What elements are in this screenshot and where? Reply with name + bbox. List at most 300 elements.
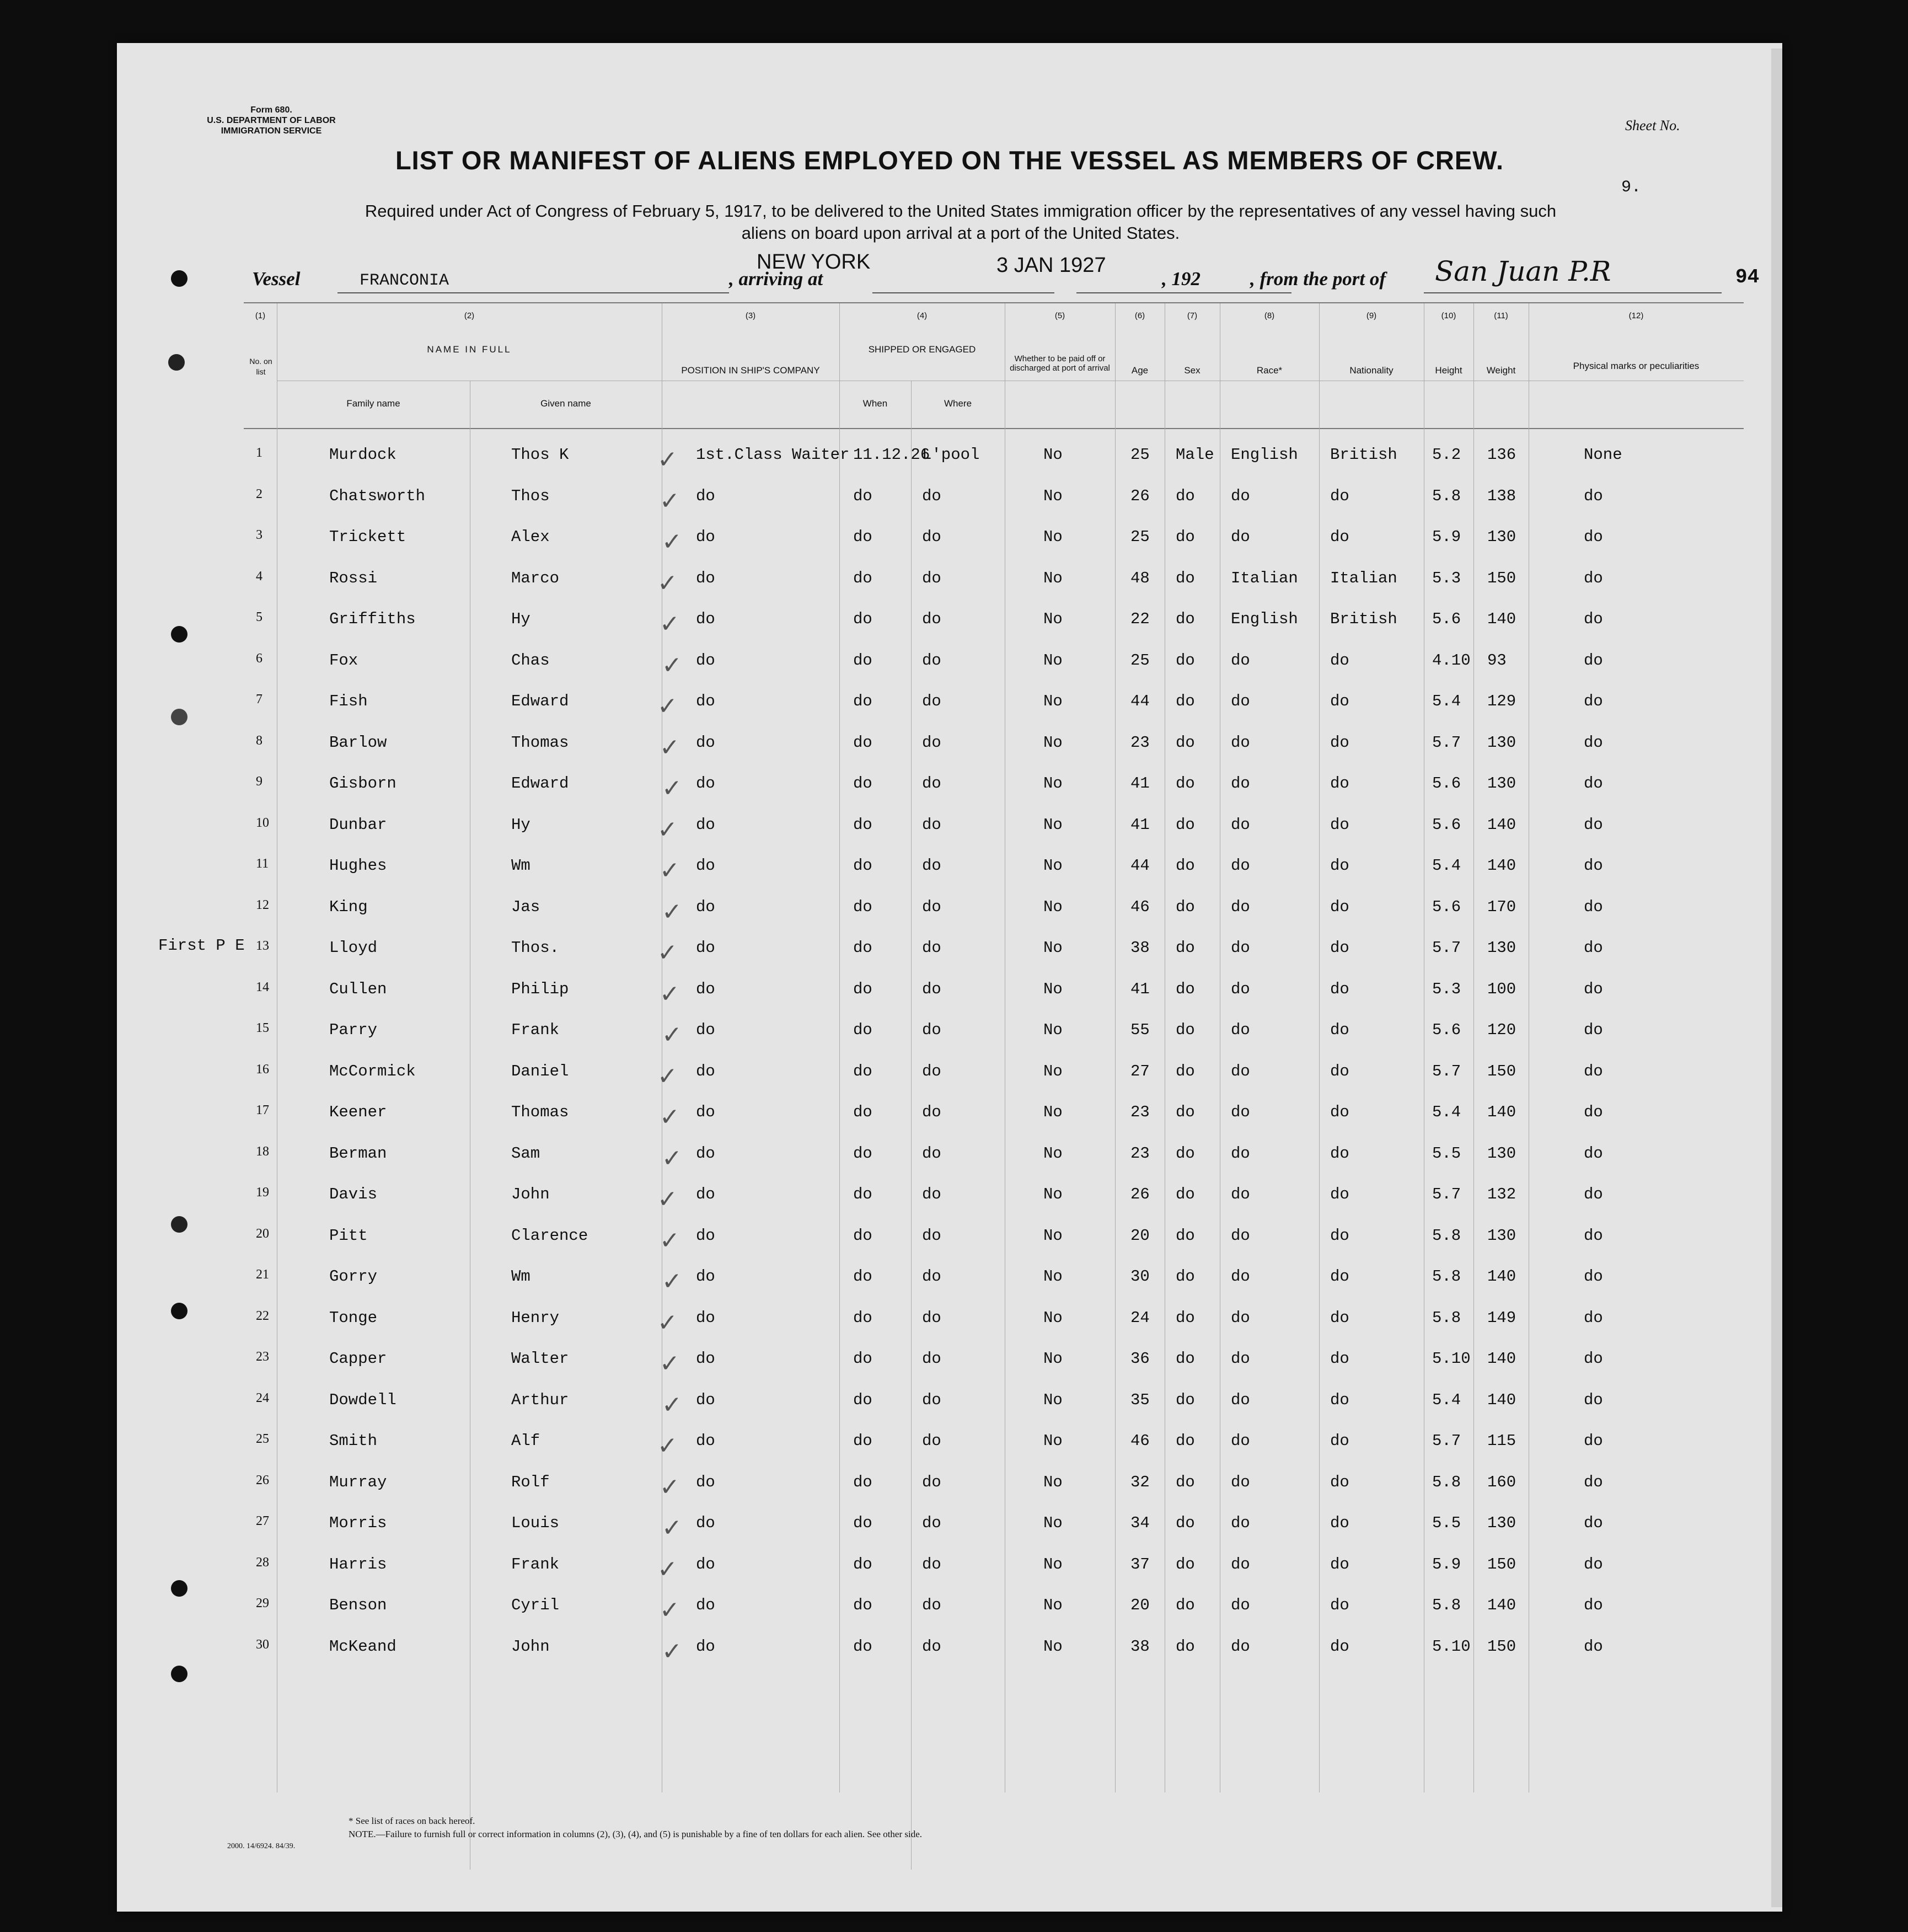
cell-nationality: do — [1330, 1350, 1349, 1368]
cell-height: 5.4 — [1432, 1390, 1461, 1409]
cell-sex: do — [1176, 1473, 1195, 1491]
form-service: IMMIGRATION SERVICE — [221, 126, 322, 136]
cell-nationality: do — [1330, 733, 1349, 752]
cell-sex: do — [1176, 815, 1195, 834]
cell-family: Gorry — [329, 1267, 378, 1286]
checkmark-icon: ✓ — [660, 1473, 680, 1501]
cell-marks: do — [1584, 1267, 1603, 1286]
cell-no: 14 — [256, 980, 269, 994]
cell-age: 27 — [1130, 1062, 1150, 1080]
table-row — [117, 682, 1782, 722]
cell-where: do — [922, 897, 941, 916]
cell-family: Barlow — [329, 733, 387, 752]
cell-given: Henry — [511, 1308, 560, 1327]
table-row — [117, 1217, 1782, 1256]
cell-family: Rossi — [329, 569, 378, 587]
cell-when: do — [853, 1308, 872, 1327]
cell-paid: No — [1043, 815, 1063, 834]
cell-race: do — [1231, 1514, 1250, 1532]
cell-weight: 129 — [1487, 692, 1516, 710]
page-title: LIST OR MANIFEST OF ALIENS EMPLOYED ON THE VESSEL AS MEMBERS OF CREW. — [395, 146, 1504, 175]
cell-when: do — [853, 1514, 872, 1532]
col-head-age: Age — [1131, 365, 1149, 376]
cell-race: do — [1231, 1103, 1250, 1121]
cell-when: do — [853, 980, 872, 998]
cell-race: do — [1231, 651, 1250, 670]
cell-age: 22 — [1130, 610, 1150, 628]
col-head-nationality: Nationality — [1349, 365, 1394, 376]
cell-age: 25 — [1130, 528, 1150, 546]
cell-race: do — [1231, 1308, 1250, 1327]
cell-race: do — [1231, 1432, 1250, 1450]
cell-height: 5.5 — [1432, 1144, 1461, 1163]
cell-no: 23 — [256, 1350, 269, 1364]
cell-given: Alf — [511, 1432, 540, 1450]
cell-weight: 140 — [1487, 1390, 1516, 1409]
footnote-penalty: NOTE.—Failure to furnish full or correct information in columns (2), (3), (4), and (5) is punishable by a fine of ten dollars for each alien. See other side. — [349, 1829, 923, 1839]
checkmark-icon: ✓ — [657, 939, 678, 967]
punch-hole — [168, 354, 185, 371]
cell-where: do — [922, 1062, 941, 1080]
cell-where: do — [922, 610, 941, 628]
cell-nationality: do — [1330, 1021, 1349, 1039]
cell-weight: 150 — [1487, 1637, 1516, 1656]
cell-position: do — [696, 651, 715, 670]
cell-marks: do — [1584, 1390, 1603, 1409]
cell-paid: No — [1043, 733, 1063, 752]
cell-nationality: do — [1330, 1637, 1349, 1656]
cell-race: do — [1231, 1021, 1250, 1039]
cell-given: Cyril — [511, 1596, 560, 1614]
cell-family: Hughes — [329, 857, 387, 875]
cell-no: 19 — [256, 1185, 269, 1200]
cell-family: Murray — [329, 1473, 387, 1491]
cell-weight: 140 — [1487, 1596, 1516, 1614]
cell-weight: 130 — [1487, 1226, 1516, 1245]
cell-position: do — [696, 610, 715, 628]
cell-where: do — [922, 1350, 941, 1368]
cell-paid: No — [1043, 1308, 1063, 1327]
checkmark-icon: ✓ — [657, 692, 678, 720]
cell-paid: No — [1043, 1185, 1063, 1203]
cell-nationality: British — [1330, 446, 1397, 464]
cell-family: Fish — [329, 692, 368, 710]
checkmark-icon: ✓ — [660, 1350, 680, 1378]
checkmark-icon: ✓ — [660, 610, 680, 638]
cell-race: do — [1231, 1226, 1250, 1245]
col-num-5: (5) — [1054, 311, 1065, 320]
cell-no: 27 — [256, 1514, 269, 1528]
cell-when: do — [853, 1555, 872, 1574]
cell-sex: do — [1176, 1103, 1195, 1121]
cell-marks: do — [1584, 1637, 1603, 1656]
col-num-11: (11) — [1494, 311, 1508, 320]
cell-where: do — [922, 1267, 941, 1286]
cell-where: do — [922, 1514, 941, 1532]
col-head-when: When — [862, 398, 888, 409]
cell-sex: do — [1176, 1021, 1195, 1039]
cell-where: do — [922, 692, 941, 710]
cell-weight: 130 — [1487, 1514, 1516, 1532]
footnote-races: * See list of races on back hereof. — [349, 1816, 475, 1826]
table-row — [117, 888, 1782, 928]
cell-sex: do — [1176, 897, 1195, 916]
cell-given: Louis — [511, 1514, 560, 1532]
cell-weight: 150 — [1487, 1555, 1516, 1574]
cell-given: Edward — [511, 774, 569, 793]
cell-race: do — [1231, 1267, 1250, 1286]
cell-where: do — [922, 939, 941, 957]
cell-weight: 150 — [1487, 1062, 1516, 1080]
cell-weight: 140 — [1487, 1103, 1516, 1121]
cell-no: 4 — [256, 569, 262, 584]
checkmark-icon: ✓ — [657, 815, 678, 844]
cell-given: Chas — [511, 651, 550, 670]
cell-no: 17 — [256, 1103, 269, 1117]
cell-sex: do — [1176, 1062, 1195, 1080]
cell-given: Philip — [511, 980, 569, 998]
cell-position: do — [696, 1514, 715, 1532]
cell-position: do — [696, 1555, 715, 1574]
cell-when: do — [853, 1021, 872, 1039]
cell-no: 25 — [256, 1432, 269, 1446]
cell-age: 41 — [1130, 815, 1150, 834]
cell-marks: None — [1584, 446, 1622, 464]
header-top-rule — [244, 302, 1744, 303]
cell-nationality: do — [1330, 857, 1349, 875]
table-row — [117, 1093, 1782, 1133]
subtitle-line-2: aliens on board upon arrival at a port of the United States. — [741, 223, 1180, 243]
cell-marks: do — [1584, 1514, 1603, 1532]
cell-when: do — [853, 1062, 872, 1080]
col-num-3: (3) — [745, 311, 756, 320]
cell-paid: No — [1043, 569, 1063, 587]
cell-no: 7 — [256, 692, 262, 707]
cell-paid: No — [1043, 857, 1063, 875]
cell-position: do — [696, 1185, 715, 1203]
table-row — [117, 806, 1782, 845]
cell-height: 5.9 — [1432, 528, 1461, 546]
cell-sex: do — [1176, 1390, 1195, 1409]
cell-family: Chatsworth — [329, 486, 426, 505]
cell-given: Sam — [511, 1144, 540, 1163]
cell-given: Clarence — [511, 1226, 588, 1245]
cell-when: do — [853, 1350, 872, 1368]
cell-weight: 130 — [1487, 733, 1516, 752]
crew-table-body — [117, 436, 1782, 1759]
cell-family: McKeand — [329, 1637, 396, 1656]
col-head-weight: Weight — [1486, 365, 1516, 376]
cell-where: do — [922, 1555, 941, 1574]
cell-weight: 120 — [1487, 1021, 1516, 1039]
cell-age: 55 — [1130, 1021, 1150, 1039]
cell-sex: do — [1176, 939, 1195, 957]
cell-nationality: do — [1330, 651, 1349, 670]
cell-sex: do — [1176, 1555, 1195, 1574]
checkmark-icon: ✓ — [660, 733, 680, 762]
cell-race: do — [1231, 1555, 1250, 1574]
cell-given: Edward — [511, 692, 569, 710]
cell-height: 5.8 — [1432, 1267, 1461, 1286]
cell-paid: No — [1043, 446, 1063, 464]
cell-where: do — [922, 486, 941, 505]
cell-marks: do — [1584, 692, 1603, 710]
cell-marks: do — [1584, 1185, 1603, 1203]
cell-family: Fox — [329, 651, 358, 670]
cell-given: Hy — [511, 815, 530, 834]
cell-where: L'pool — [922, 446, 980, 464]
cell-race: do — [1231, 1637, 1250, 1656]
cell-family: Lloyd — [329, 939, 378, 957]
cell-where: do — [922, 1637, 941, 1656]
cell-marks: do — [1584, 651, 1603, 670]
cell-when: do — [853, 1267, 872, 1286]
cell-sex: do — [1176, 1267, 1195, 1286]
year-label: , 192 — [1162, 268, 1200, 290]
cell-family: Gisborn — [329, 774, 396, 793]
cell-when: do — [853, 569, 872, 587]
checkmark-icon: ✓ — [662, 897, 682, 926]
cell-race: do — [1231, 692, 1250, 710]
cell-paid: No — [1043, 1021, 1063, 1039]
checkmark-icon: ✓ — [660, 857, 680, 885]
checkmark-icon: ✓ — [657, 1432, 678, 1460]
cell-position: do — [696, 1350, 715, 1368]
cell-no: 3 — [256, 528, 262, 542]
cell-sex: do — [1176, 1637, 1195, 1656]
col-head-race: Race* — [1256, 365, 1283, 376]
cell-sex: do — [1176, 486, 1195, 505]
cell-where: do — [922, 569, 941, 587]
checkmark-icon: ✓ — [657, 446, 678, 474]
cell-no: 11 — [256, 857, 269, 871]
cell-weight: 140 — [1487, 857, 1516, 875]
cell-position: do — [696, 1637, 715, 1656]
cell-position: do — [696, 1267, 715, 1286]
cell-family: King — [329, 897, 368, 916]
cell-nationality: do — [1330, 1185, 1349, 1203]
cell-given: Thos. — [511, 939, 560, 957]
cell-height: 5.8 — [1432, 1473, 1461, 1491]
table-row — [117, 1628, 1782, 1667]
table-row — [117, 1011, 1782, 1051]
cell-sex: do — [1176, 1350, 1195, 1368]
cell-when: do — [853, 651, 872, 670]
cell-when: do — [853, 1226, 872, 1245]
checkmark-icon: ✓ — [662, 528, 682, 556]
cell-age: 48 — [1130, 569, 1150, 587]
cell-paid: No — [1043, 1350, 1063, 1368]
cell-when: do — [853, 486, 872, 505]
cell-height: 5.3 — [1432, 980, 1461, 998]
cell-nationality: do — [1330, 897, 1349, 916]
table-row — [117, 970, 1782, 1010]
cell-position: do — [696, 1473, 715, 1491]
cell-when: do — [853, 1596, 872, 1614]
cell-marks: do — [1584, 1473, 1603, 1491]
table-row — [117, 600, 1782, 640]
cell-height: 5.7 — [1432, 939, 1461, 957]
cell-where: do — [922, 1021, 941, 1039]
cell-age: 20 — [1130, 1596, 1150, 1614]
cell-weight: 130 — [1487, 774, 1516, 793]
cell-marks: do — [1584, 1103, 1603, 1121]
cell-nationality: British — [1330, 610, 1397, 628]
cell-no: 6 — [256, 651, 262, 666]
cell-marks: do — [1584, 1555, 1603, 1574]
cell-race: do — [1231, 733, 1250, 752]
cell-marks: do — [1584, 528, 1603, 546]
checkmark-icon: ✓ — [662, 651, 682, 679]
cell-nationality: do — [1330, 692, 1349, 710]
cell-height: 5.10 — [1432, 1637, 1471, 1656]
table-row — [117, 1175, 1782, 1215]
cell-marks: do — [1584, 857, 1603, 875]
cell-height: 5.5 — [1432, 1514, 1461, 1532]
cell-paid: No — [1043, 774, 1063, 793]
cell-where: do — [922, 1390, 941, 1409]
col-head-family: Family name — [346, 398, 400, 409]
cell-age: 41 — [1130, 980, 1150, 998]
checkmark-icon: ✓ — [657, 1062, 678, 1090]
table-row — [117, 1299, 1782, 1339]
checkmark-icon: ✓ — [660, 486, 680, 515]
cell-race: do — [1231, 774, 1250, 793]
cell-height: 5.6 — [1432, 815, 1461, 834]
cell-given: Jas — [511, 897, 540, 916]
col-num-2: (2) — [464, 311, 475, 320]
table-row — [117, 1134, 1782, 1174]
cell-age: 23 — [1130, 1144, 1150, 1163]
arriving-label: , arriving at — [729, 268, 823, 290]
cell-weight: 132 — [1487, 1185, 1516, 1203]
punch-hole — [171, 709, 187, 725]
cell-family: Cullen — [329, 980, 387, 998]
cell-given: John — [511, 1637, 550, 1656]
cell-when: do — [853, 897, 872, 916]
cell-height: 5.2 — [1432, 446, 1461, 464]
cell-given: Wm — [511, 857, 530, 875]
cell-when: do — [853, 939, 872, 957]
cell-nationality: do — [1330, 1596, 1349, 1614]
cell-given: Rolf — [511, 1473, 550, 1491]
checkmark-icon: ✓ — [662, 774, 682, 802]
cell-age: 35 — [1130, 1390, 1150, 1409]
cell-sex: Male — [1176, 446, 1214, 464]
cell-family: Tonge — [329, 1308, 378, 1327]
punch-hole — [171, 1580, 187, 1597]
cell-family: McCormick — [329, 1062, 416, 1080]
cell-where: do — [922, 1473, 941, 1491]
cell-where: do — [922, 774, 941, 793]
cell-family: Morris — [329, 1514, 387, 1532]
cell-weight: 140 — [1487, 1350, 1516, 1368]
cell-age: 44 — [1130, 857, 1150, 875]
cell-nationality: do — [1330, 1514, 1349, 1532]
cell-age: 46 — [1130, 1432, 1150, 1450]
cell-height: 5.7 — [1432, 733, 1461, 752]
cell-paid: No — [1043, 1596, 1063, 1614]
cell-race: do — [1231, 1144, 1250, 1163]
cell-given: Alex — [511, 528, 550, 546]
checkmark-icon: ✓ — [662, 1514, 682, 1542]
cell-no: 9 — [256, 774, 262, 789]
cell-race: do — [1231, 1350, 1250, 1368]
punch-hole — [171, 1216, 187, 1233]
col-head-no: No. on list — [249, 357, 272, 376]
from-underline — [1424, 292, 1722, 293]
cell-weight: 93 — [1487, 651, 1507, 670]
cell-sex: do — [1176, 610, 1195, 628]
cell-position: do — [696, 1432, 715, 1450]
form-number: Form 680. — [250, 105, 292, 115]
cell-family: Murdock — [329, 446, 396, 464]
from-port-handwritten: San Juan P.R — [1435, 255, 1611, 287]
cell-paid: No — [1043, 1144, 1063, 1163]
cell-marks: do — [1584, 774, 1603, 793]
cell-no: 13 — [256, 939, 269, 953]
cell-no: 26 — [256, 1473, 269, 1487]
cell-where: do — [922, 733, 941, 752]
cell-nationality: do — [1330, 980, 1349, 998]
table-row — [117, 847, 1782, 886]
checkmark-icon: ✓ — [660, 1103, 680, 1131]
cell-family: Benson — [329, 1596, 387, 1614]
cell-where: do — [922, 1144, 941, 1163]
manifest-sheet — [117, 43, 1782, 1912]
subtitle-line-1: Required under Act of Congress of February 5, 1917, to be delivered to the United States immigration officer by the representatives of any vessel having such — [365, 201, 1557, 221]
cell-height: 4.10 — [1432, 651, 1471, 670]
cell-position: do — [696, 1308, 715, 1327]
cell-weight: 140 — [1487, 610, 1516, 628]
cell-marks: do — [1584, 569, 1603, 587]
cell-age: 25 — [1130, 446, 1150, 464]
cell-height: 5.8 — [1432, 1308, 1461, 1327]
cell-sex: do — [1176, 1514, 1195, 1532]
cell-paid: No — [1043, 1267, 1063, 1286]
cell-weight: 170 — [1487, 897, 1516, 916]
cell-race: do — [1231, 857, 1250, 875]
cell-paid: No — [1043, 1473, 1063, 1491]
cell-sex: do — [1176, 651, 1195, 670]
cell-sex: do — [1176, 1226, 1195, 1245]
cell-height: 5.8 — [1432, 486, 1461, 505]
cell-position: do — [696, 692, 715, 710]
punch-hole — [171, 1303, 187, 1319]
cell-nationality: do — [1330, 1144, 1349, 1163]
cell-no: 8 — [256, 733, 262, 748]
cell-where: do — [922, 1103, 941, 1121]
cell-height: 5.6 — [1432, 610, 1461, 628]
cell-weight: 136 — [1487, 446, 1516, 464]
cell-nationality: do — [1330, 939, 1349, 957]
cell-marks: do — [1584, 980, 1603, 998]
cell-height: 5.6 — [1432, 897, 1461, 916]
cell-family: Dowdell — [329, 1390, 396, 1409]
cell-family: Berman — [329, 1144, 387, 1163]
cell-position: do — [696, 1226, 715, 1245]
cell-marks: do — [1584, 1432, 1603, 1450]
from-label: , from the port of — [1250, 268, 1386, 290]
table-row — [117, 477, 1782, 517]
table-row — [117, 1504, 1782, 1544]
cell-paid: No — [1043, 651, 1063, 670]
cell-race: do — [1231, 528, 1250, 546]
cell-family: Trickett — [329, 528, 406, 546]
cell-given: John — [511, 1185, 550, 1203]
cell-sex: do — [1176, 569, 1195, 587]
cell-paid: No — [1043, 1103, 1063, 1121]
